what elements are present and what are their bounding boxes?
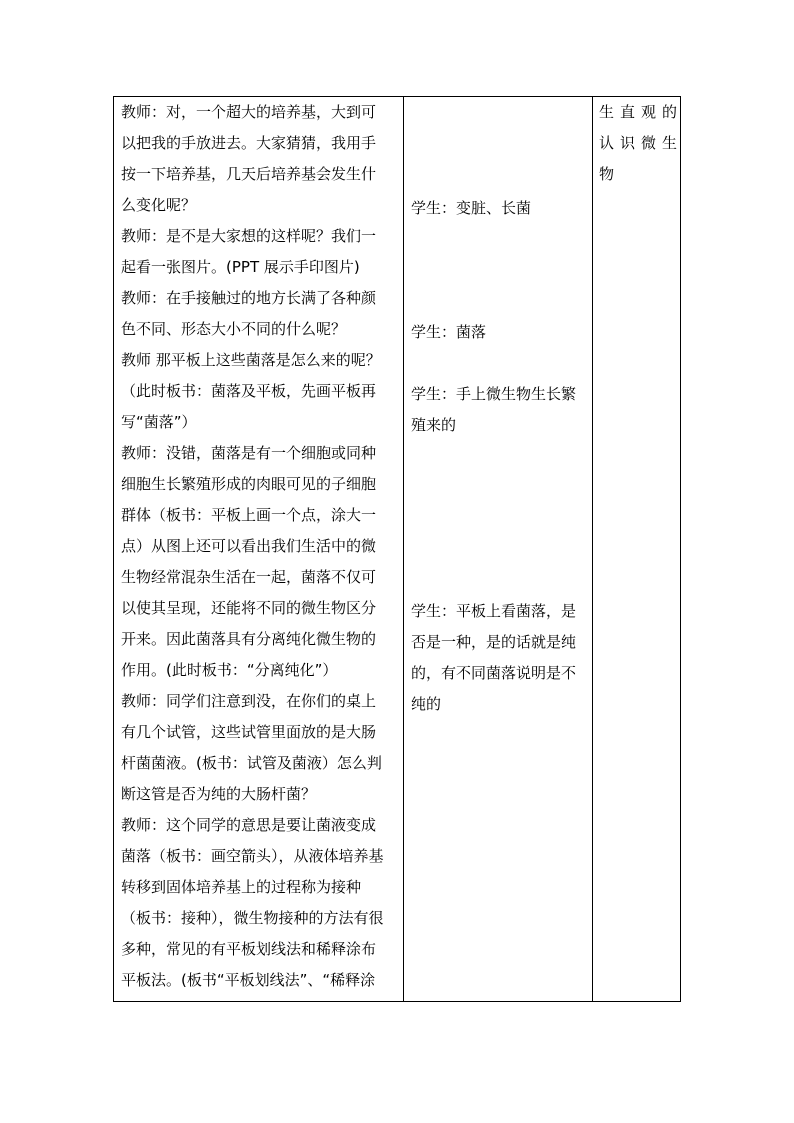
- teacher-line: 杆菌菌液。(板书：试管及菌液）怎么判: [121, 754, 382, 772]
- teacher-line: 教师 那平板上这些菌落是怎么来的呢？: [121, 351, 381, 369]
- intent-line: 物: [599, 165, 621, 183]
- teacher-line: 转移到固体培养基上的过程称为接种: [121, 878, 362, 896]
- teacher-line: 教师：这个同学的意思是要让菌液变成: [121, 816, 377, 834]
- student-line: 学生：平板上看菌落，是: [411, 602, 577, 620]
- teacher-line: 有几个试管，这些试管里面放的是大肠: [121, 723, 377, 741]
- intent-line: 认识微生: [599, 134, 684, 152]
- teacher-line: 细胞生长繁殖形成的肉眼可见的子细胞: [121, 475, 377, 493]
- teacher-line: 以使其呈现，还能将不同的微生物区分: [121, 599, 377, 617]
- teacher-line: 作用。(此时板书：“分离纯化”）: [121, 661, 338, 679]
- teacher-line: 开来。因此菌落具有分离纯化微生物的: [121, 630, 377, 648]
- teacher-line: （此时板书：菌落及平板，先画平板再: [121, 382, 377, 400]
- intent-line: 生直观的: [599, 103, 684, 121]
- teacher-line: 群体（板书：平板上画一个点，涂大一: [121, 506, 377, 524]
- teacher-line: 点）从图上还可以看出我们生活中的微: [121, 537, 377, 555]
- teacher-line: 教师：同学们注意到没，在你们的桌上: [121, 692, 377, 710]
- student-line: 否是一种，是的话就是纯: [411, 633, 577, 651]
- student-line: 殖来的: [411, 416, 457, 434]
- teacher-line: 按一下培养基，几天后培养基会发生什: [121, 165, 377, 183]
- teacher-line: 教师：是不是大家想的这样呢？我们一: [121, 227, 377, 245]
- teacher-line: 菌落（板书：画空箭头），从液体培养基: [121, 847, 384, 865]
- teacher-line: 以把我的手放进去。大家猜猜，我用手: [121, 134, 377, 152]
- student-line: 学生：手上微生物生长繁: [411, 385, 577, 403]
- student-line: 学生：变脏、长菌: [411, 199, 532, 217]
- student-activity-cell: [404, 97, 593, 1001]
- teacher-line: 色不同、形态大小不同的什么呢？: [121, 320, 347, 338]
- teacher-line: 断这管是否为纯的大肠杆菌？: [121, 785, 317, 803]
- teacher-line: 起看一张图片。(PPT 展示手印图片): [121, 258, 360, 276]
- teacher-line: 么变化呢？: [121, 196, 197, 214]
- teacher-activity-cell: [114, 97, 404, 1001]
- teacher-line: 写“菌落”）: [121, 413, 197, 431]
- teacher-line: 多种，常见的有平板划线法和稀释涂布: [121, 940, 377, 958]
- student-line: 的，有不同菌落说明是不: [411, 664, 577, 682]
- design-intent-cell: [593, 97, 684, 1001]
- teacher-line: 教师：没错，菌落是有一个细胞或同种: [121, 444, 377, 462]
- teacher-line: 平板法。(板书“平板划线法”、“稀释涂: [121, 971, 376, 989]
- teacher-line: 教师：在手接触过的地方长满了各种颜: [121, 289, 377, 307]
- teacher-line: 教师：对，一个超大的培养基，大到可: [121, 103, 377, 121]
- teacher-line: 生物经常混杂生活在一起，菌落不仅可: [121, 568, 377, 586]
- student-line: 学生：菌落: [411, 323, 487, 341]
- teacher-line: （板书：接种），微生物接种的方法有很: [121, 909, 384, 927]
- student-line: 纯的: [411, 695, 442, 713]
- lesson-plan-table: [113, 96, 684, 1002]
